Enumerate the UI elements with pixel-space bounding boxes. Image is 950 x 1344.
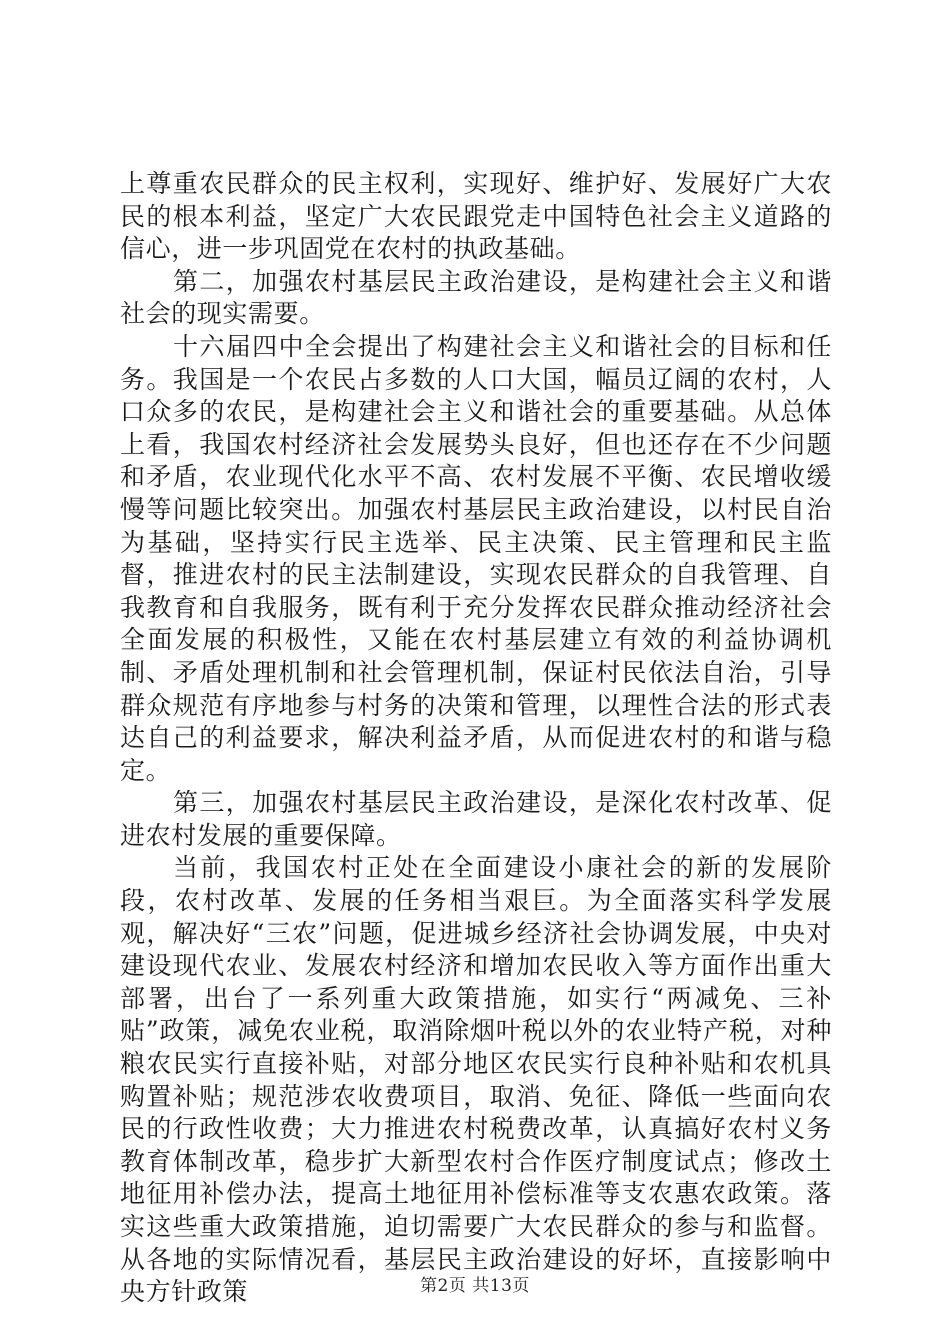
paragraph-2: 第二，加强农村基层民主政治建设，是构建社会主义和谐社会的现实需要。	[120, 266, 832, 329]
page-footer: 第2页 共13页	[420, 1276, 530, 1296]
paragraph-4: 第三，加强农村基层民主政治建设，是深化农村改革、促进农村发展的重要保障。	[120, 788, 832, 850]
paragraph-3: 十六届四中全会提出了构建社会主义和谐社会的目标和任务。我国是一个农民占多数的人口大国，幅员辽阔的农村，人口众多的农民，是构建社会主义和谐社会的重要基础。从总体上看，我国农村经济社会发展势头良好，但也还存在不少问题和矛盾，农业现代化水平不高、农村发展不平衡、农民增收缓慢等问题比较突出。加强农村基层民主政治建设，以村民自治为基础，坚持实行民主选举、民主决策、民主管理和民主监督，推进农村的民主法制建设，实现农民群众的自我管理、自我教育和自我服务，既有利于充分发挥农民群众推动经济社会全面发展的积极性，又能在农村基层建立有效的利益协调机制、矛盾处理机制和社会管理机制，保证村民依法自治，引导群众规范有序地参与村务的决策和管理，以理性合法的形式表达自己的利益要求，解决利益矛盾，从而促进农村的和谐与稳定。	[120, 331, 832, 785]
paragraph-1: 上尊重农民群众的民主权利，实现好、维护好、发展好广大农民的根本利益，坚定广大农民跟党走中国特色社会主义道路的信心，进一步巩固党在农村的执政基础。	[120, 169, 832, 264]
document-body	[120, 168, 832, 1309]
paragraph-5: 当前，我国农村正处在全面建设小康社会的新的发展阶段，农村改革、发展的任务相当艰巨。为全面落实科学发展观，解决好“三农”问题，促进城乡经济社会协调发展，中央对建设现代农业、发展农村经济和增加农民收入等方面作出重大部署，出台了一系列重大政策措施，如实行“两减免、三补贴”政策，减免农业税，取消除烟叶税以外的农业特产税，对种粮农民实行直接补贴，对部分地区农民实行良种补贴和农机具购置补贴；规范涉农收费项目，取消、免征、降低一些面向农民的行政性收费；大力推进农村税费改革，认真搞好农村义务教育体制改革，稳步扩大新型农村合作医疗制度试点；修改土地征用补偿办法，提高土地征用补偿标准等支农惠农政策。落实这些重大政策措施，迫切需要广大农民群众的参与和监督。从各地的实际情况看，基层民主政治建设的好坏，直接影响中央方针政策	[120, 853, 832, 1307]
